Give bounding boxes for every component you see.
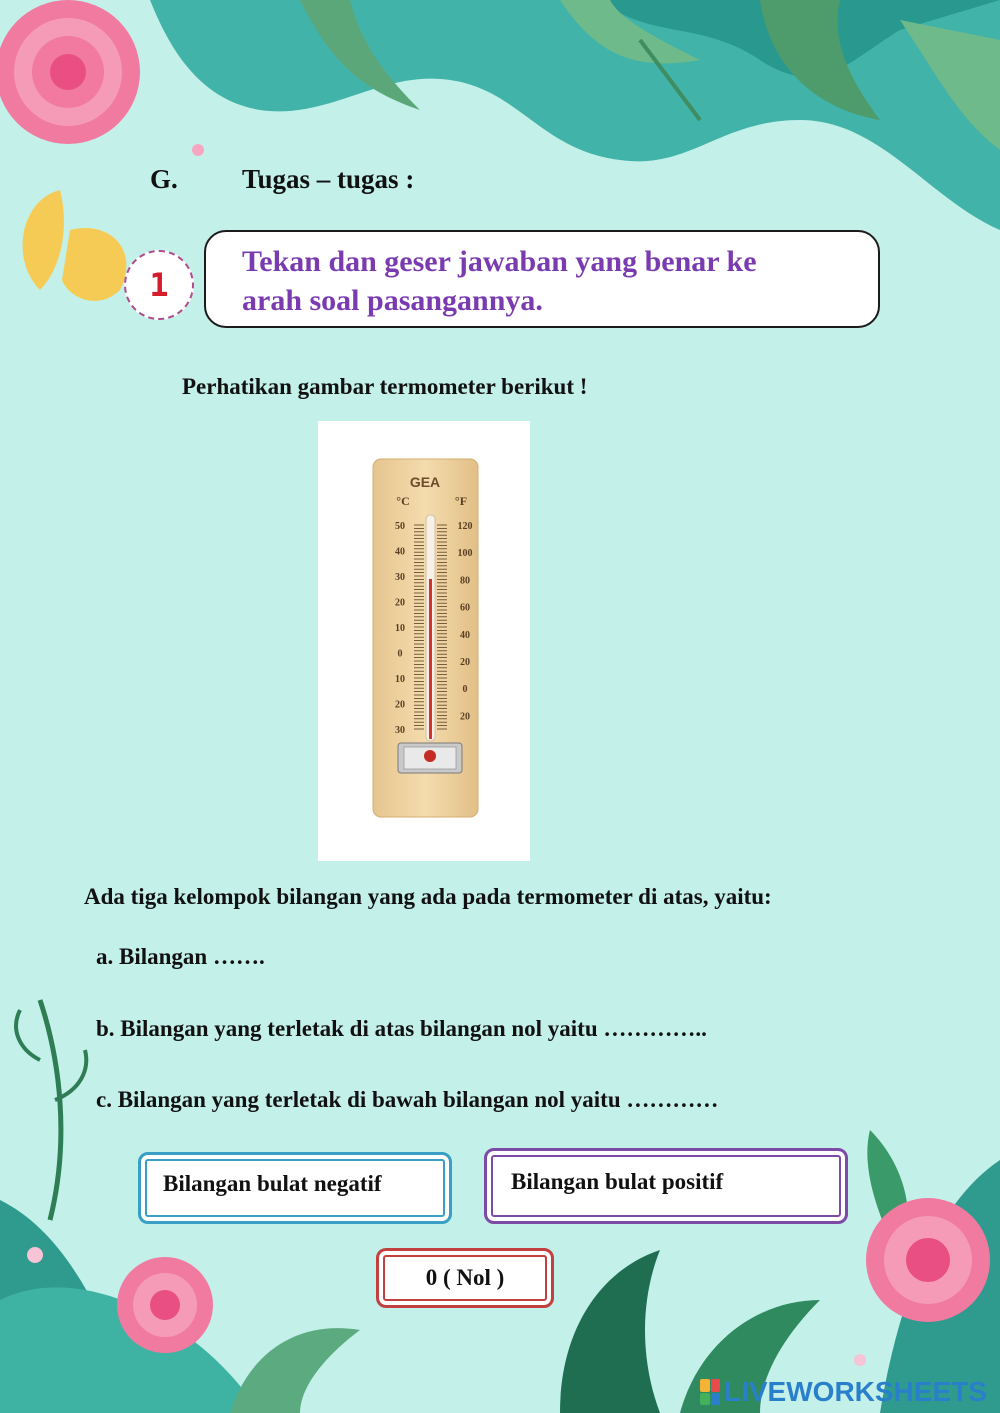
- fahrenheit-scale-label: 60: [460, 602, 470, 614]
- question-intro: Ada tiga kelompok bilangan yang ada pada termometer di atas, yaitu:: [84, 884, 772, 909]
- liveworksheets-logo-icon: [700, 1379, 720, 1405]
- fahrenheit-scale-label: 80: [460, 575, 470, 587]
- task-number-badge: 1: [124, 250, 194, 320]
- fahrenheit-scale-label: 120: [457, 521, 473, 532]
- watermark-text: LIVEWORKSHEETS: [724, 1376, 987, 1407]
- celsius-scale-label: 10: [395, 674, 405, 685]
- answer-card-zero[interactable]: [376, 1248, 554, 1308]
- fahrenheit-unit: °F: [454, 494, 468, 508]
- answer-zero-label: 0 ( Nol ): [425, 1265, 505, 1290]
- answer-card-positive[interactable]: [484, 1148, 848, 1224]
- celsius-scale-label: 20: [395, 699, 405, 711]
- answer-negative-label: Bilangan bulat negatif: [163, 1171, 382, 1196]
- celsius-scale-label: 20: [395, 597, 405, 609]
- instruction-box: [204, 230, 880, 328]
- question-item-b: b. Bilangan yang terletak di atas bilangan nol yaitu …………..: [96, 1016, 707, 1041]
- thermometer-illustration: [318, 421, 530, 861]
- question-item-c: c. Bilangan yang terletak di bawah bilangan nol yaitu …………: [96, 1087, 719, 1112]
- thermometer-mercury: [429, 579, 432, 739]
- celsius-unit: °C: [396, 494, 410, 508]
- fahrenheit-scale-label: 0: [462, 684, 468, 696]
- section-letter: G.: [150, 164, 178, 194]
- liveworksheets-watermark: [700, 1376, 987, 1408]
- thermometer-image: [318, 421, 530, 861]
- thermometer-brand: GEA: [409, 474, 441, 490]
- celsius-scale-label: 10: [395, 623, 405, 634]
- section-title: Tugas – tugas :: [242, 164, 415, 194]
- instruction-line-1: Tekan dan geser jawaban yang benar ke: [242, 245, 757, 278]
- fahrenheit-scale-label: 100: [457, 548, 473, 560]
- answer-positive-label: Bilangan bulat positif: [511, 1169, 724, 1194]
- celsius-scale-label: 0: [397, 648, 403, 660]
- celsius-scale-label: 40: [395, 546, 405, 558]
- celsius-scale-label: 30: [395, 725, 405, 736]
- fahrenheit-scale-label: 20: [460, 711, 470, 723]
- celsius-scale-label: 30: [395, 572, 405, 583]
- fahrenheit-scale-label: 20: [460, 657, 470, 668]
- celsius-scale-label: 50: [395, 521, 405, 532]
- fahrenheit-scale-label: 40: [460, 629, 470, 641]
- instruction-line-2: arah soal pasangannya.: [242, 284, 543, 317]
- question-item-a: a. Bilangan …….: [96, 944, 265, 969]
- thermometer-prompt: Perhatikan gambar termometer berikut !: [182, 374, 588, 399]
- answer-card-negative[interactable]: [138, 1152, 452, 1224]
